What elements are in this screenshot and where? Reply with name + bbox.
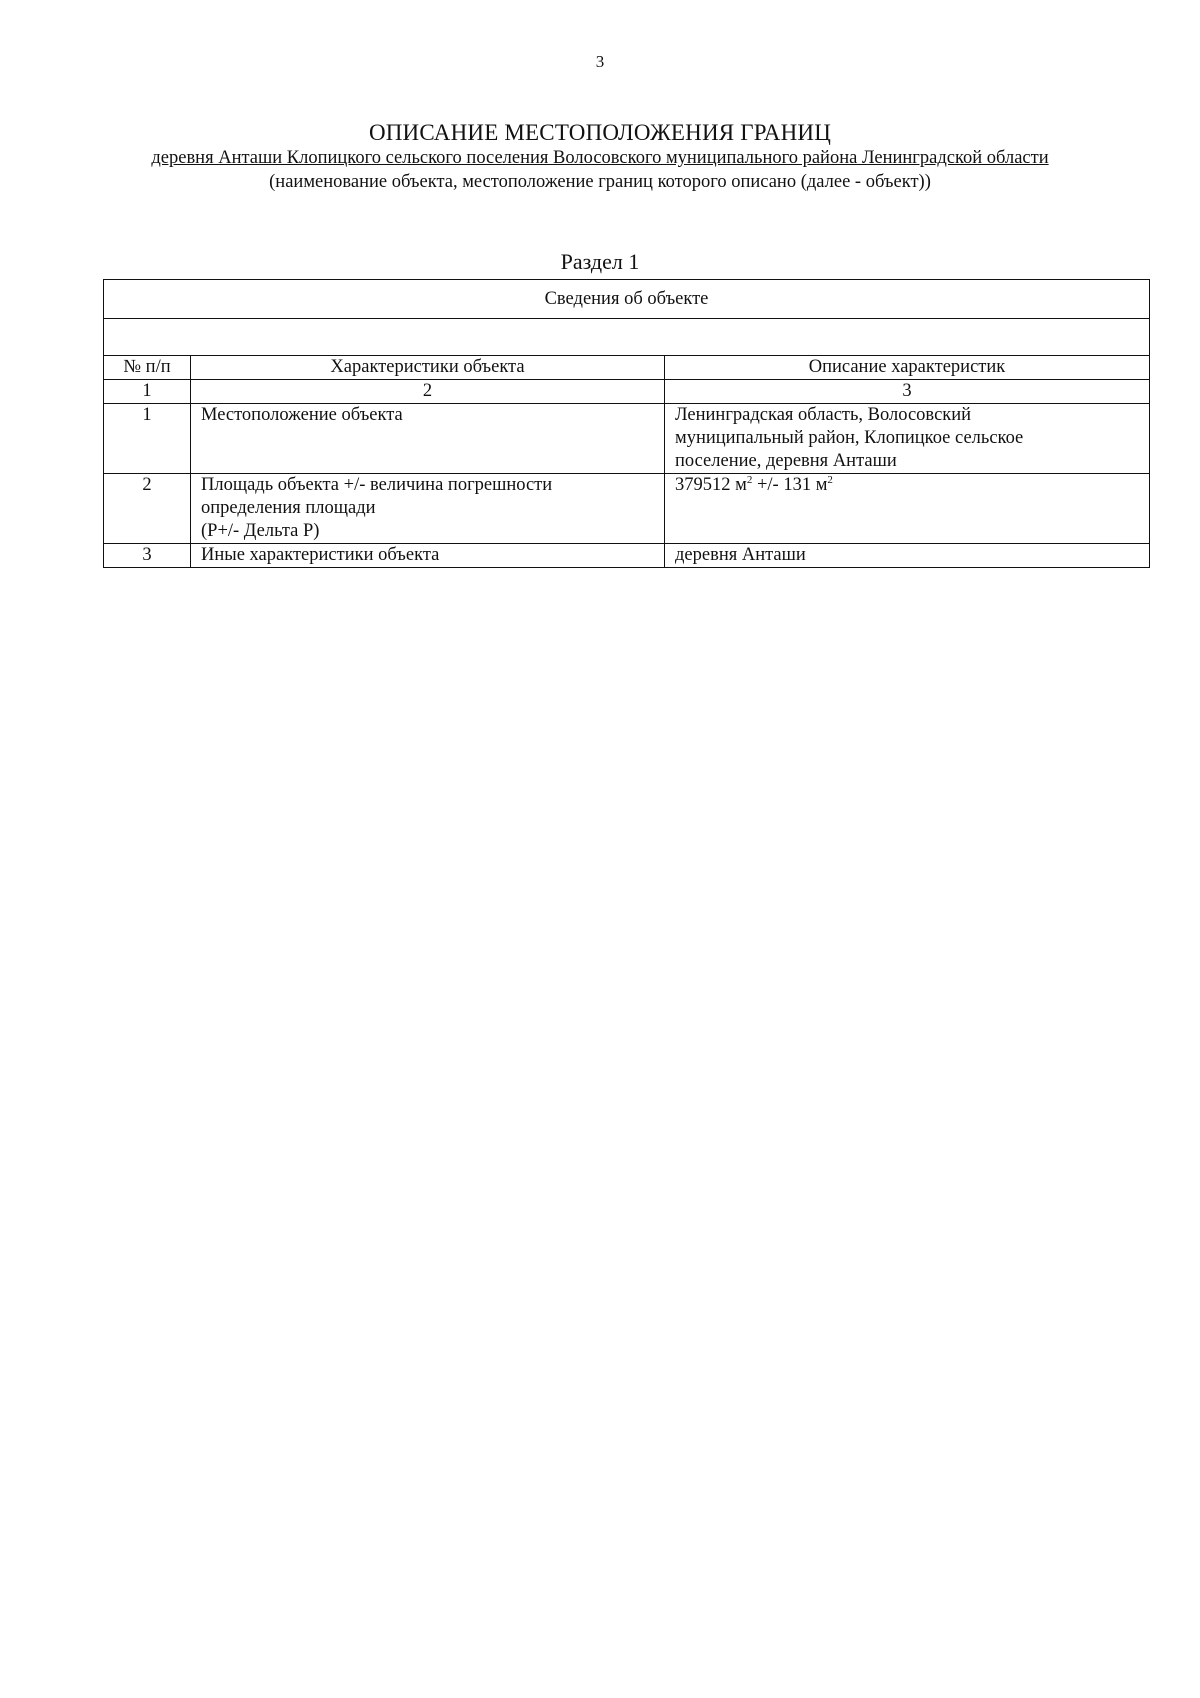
area-separator: +/- xyxy=(752,475,784,495)
row-description-area xyxy=(665,474,1150,544)
table-caption: Сведения об объекте xyxy=(104,280,1150,319)
table-index-row xyxy=(104,380,1150,404)
area-value: 379512 м xyxy=(675,475,747,495)
header-characteristic: Характеристики объекта xyxy=(191,356,665,380)
table-row xyxy=(104,544,1150,568)
index-2: 2 xyxy=(191,380,665,404)
area-error: 131 м xyxy=(783,475,828,495)
table-row xyxy=(104,474,1150,544)
description-line: Ленинградская область, Волосовский xyxy=(675,405,972,425)
row-number: 1 xyxy=(104,404,191,474)
row-characteristic xyxy=(191,474,665,544)
characteristic-line: Площадь объекта +/- величина погрешности xyxy=(201,475,553,495)
area-error-exponent: 2 xyxy=(827,473,833,486)
area-unit-exponent: 2 xyxy=(746,473,753,486)
row-number: 3 xyxy=(104,544,191,568)
row-characteristic: Иные характеристики объекта xyxy=(191,544,665,568)
page-number: 3 xyxy=(595,52,605,71)
row-description xyxy=(665,404,1150,474)
row-description: деревня Анташи xyxy=(665,544,1150,568)
table-row xyxy=(104,404,1150,474)
index-3: 3 xyxy=(665,380,1150,404)
table-empty-row xyxy=(104,319,1150,356)
section-title: Раздел 1 xyxy=(560,249,640,274)
document-subject: деревня Анташи Клопицкого сельского поселения Волосовского муниципального района Ленинградской области xyxy=(151,148,1049,168)
document-title: ОПИСАНИЕ МЕСТОПОЛОЖЕНИЯ ГРАНИЦ xyxy=(368,120,832,145)
header-description: Описание характеристик xyxy=(665,356,1150,380)
document-caption: (наименование объекта, местоположение границ которого описано (далее - объект)) xyxy=(269,172,931,192)
table-empty-cell xyxy=(104,319,1150,356)
characteristic-line: определения площади xyxy=(201,498,376,518)
characteristic-line: (Р+/- Дельта Р) xyxy=(201,521,320,541)
description-line: муниципальный район, Клопицкое сельское xyxy=(675,428,1024,448)
object-info-table xyxy=(103,279,1150,568)
table-header-row xyxy=(104,356,1150,380)
table-caption-row xyxy=(104,280,1150,319)
row-characteristic: Местоположение объекта xyxy=(191,404,665,474)
header-number: № п/п xyxy=(104,356,191,380)
row-number: 2 xyxy=(104,474,191,544)
index-1: 1 xyxy=(104,380,191,404)
description-line: поселение, деревня Анташи xyxy=(675,451,897,471)
